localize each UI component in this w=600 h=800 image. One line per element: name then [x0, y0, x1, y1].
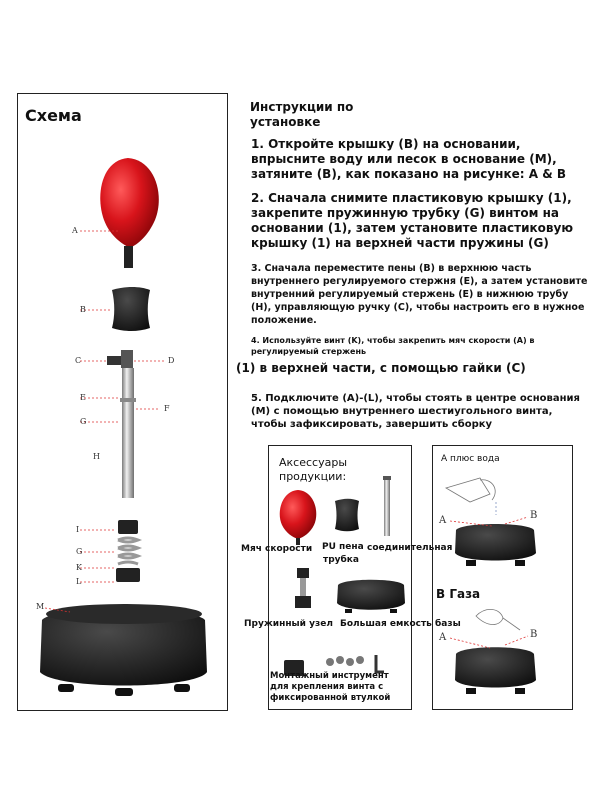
diagram-title: Схема	[25, 106, 82, 125]
instruction-step-3: 3. Сначала переместите пены (B) в верхнюю часть внутреннего регулируемого стержня (E), а затем установите внутренний регулируемый стержень (E) в нижнюю трубу (H), управляющую ручку (C), чтобы настроить его в нужное положение.	[251, 263, 588, 326]
accessory-base: Большая емкость базы	[340, 619, 461, 629]
gas-label: B Газа	[436, 587, 481, 601]
label-b: B	[80, 305, 86, 314]
label-i: I	[76, 525, 80, 534]
fill-label-a-2: A	[439, 632, 447, 643]
label-g2: G	[76, 547, 83, 556]
label-a: A	[72, 226, 78, 235]
fill-label-a-1: A	[439, 515, 447, 526]
label-c: C	[75, 356, 82, 365]
label-l: L	[76, 577, 82, 586]
label-d: D	[168, 356, 175, 365]
label-k: K	[76, 563, 82, 572]
water-label: A плюс вода	[441, 454, 500, 464]
accessory-installation-tool: Монтажный инструмент для крепления винта с фиксированной втулкой	[270, 671, 391, 703]
label-g: G	[80, 417, 87, 426]
label-f: F	[164, 404, 170, 413]
accessory-spring-unit: Пружинный узел	[244, 619, 333, 629]
accessory-connecting-tube: соединительная трубка	[323, 543, 453, 565]
label-h: H	[93, 452, 100, 461]
instruction-step-4: 4. Используйте винт (K), чтобы закрепить мяч скорости (A) в регулируемый стержень	[251, 336, 535, 356]
instructions-heading: Инструкции по установке	[250, 100, 354, 129]
label-e: E	[80, 393, 86, 402]
accessory-pu-foam: PU пена	[322, 542, 364, 552]
fill-label-b-2: B	[530, 629, 538, 640]
instruction-step-5: 5. Подключите (A)-(L), чтобы стоять в центре основания (M) с помощью внутреннего шестиугольного винта, чтобы зафиксировать, завершить сборку	[251, 393, 580, 430]
fill-label-b-1: B	[530, 510, 538, 521]
instruction-step-1: 1. Откройте крышку (B) на основании, впрысните воду или песок в основание (M), затяните (B), как показано на рисунке: A & B	[251, 137, 566, 181]
instruction-step-4b: (1) в верхней части, с помощью гайки (C)	[236, 361, 526, 375]
accessories-title: Аксессуары продукции:	[279, 456, 347, 483]
instruction-step-2: 2. Сначала снимите пластиковую крышку (1), закрепите пружинную трубку (G) винтом на основании (1), затем установите пластиковую крышку (1) на верхней части пружины (G)	[251, 191, 573, 250]
accessory-speed-ball: Мяч скорости	[241, 544, 313, 554]
label-m: M	[36, 602, 45, 611]
